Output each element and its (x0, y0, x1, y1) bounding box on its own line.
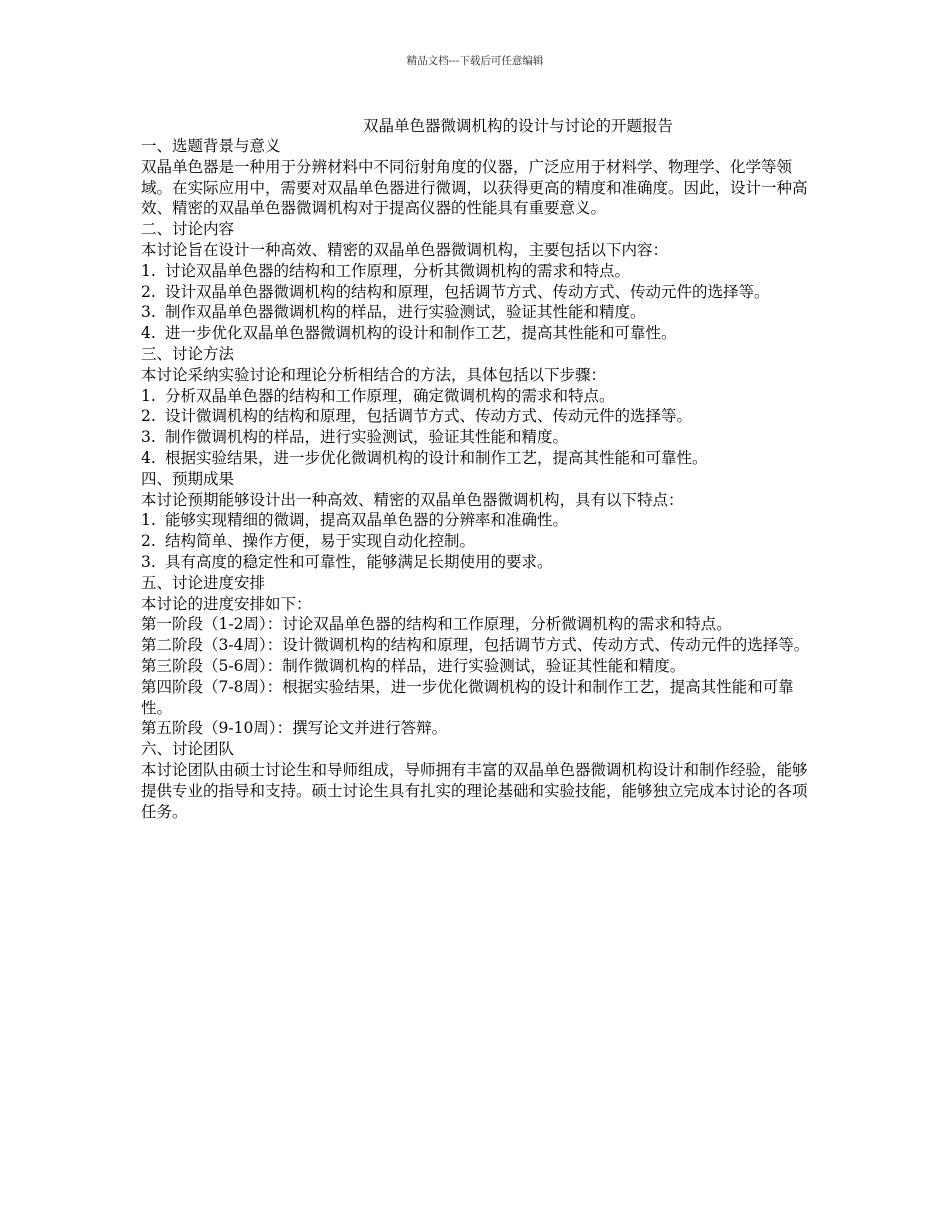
schedule-stage: 第二阶段（3-4周）：设计微调机构的结构和原理，包括调节方式、传动方式、传动元件的选择等。 (141, 636, 810, 655)
paragraph-team: 本讨论团队由硕士讨论生和导师组成，导师拥有丰富的双晶单色器微调机构设计和制作经验，能够提供专业的指导和支持。硕士讨论生具有扎实的理论基础和实验技能，能够独立完成本讨论的各项任务。 (141, 760, 808, 821)
list-item-text: 设计微调机构的结构和原理，包括调节方式、传动方式、传动元件的选择等。 (165, 407, 693, 426)
paragraph-schedule-intro: 本讨论的进度安排如下： (141, 594, 312, 613)
list-item-number: 1. (141, 386, 156, 405)
list-item-text: 具有高度的稳定性和可靠性，能够满足长期使用的要求。 (165, 552, 553, 571)
list-item-number: 1. (141, 511, 156, 530)
list-item (141, 261, 813, 282)
list-item-text: 设计双晶单色器微调机构的结构和原理，包括调节方式、传动方式、传动元件的选择等。 (165, 282, 770, 301)
paragraph-results-intro: 本讨论预期能够设计出一种高效、精密的双晶单色器微调机构，具有以下特点： (141, 490, 684, 509)
list-item-number: 2. (141, 407, 156, 426)
list-item-text: 讨论双晶单色器的结构和工作原理，分析其微调机构的需求和特点。 (165, 261, 631, 280)
list-item-number: 3. (141, 552, 156, 571)
list-item-number: 1. (141, 261, 156, 280)
schedule-stage: 第三阶段（5-6周）：制作微调机构的样品，进行实验测试，验证其性能和精度。 (141, 656, 686, 675)
section-heading-schedule: 五、讨论进度安排 (141, 573, 266, 592)
list-item (141, 323, 813, 344)
list-item-number: 2. (141, 532, 156, 551)
list-item-text: 制作双晶单色器微调机构的样品，进行实验测试，验证其性能和精度。 (165, 303, 646, 322)
page-header-note: 精品文档---下载后可任意编辑 (406, 55, 544, 67)
list-item (141, 406, 813, 427)
list-item-text: 能够实现精细的微调，提高双晶单色器的分辨率和准确性。 (165, 511, 569, 530)
section-heading-team: 六、讨论团队 (141, 740, 235, 759)
list-item-text: 进一步优化双晶单色器微调机构的设计和制作工艺，提高其性能和可靠性。 (165, 324, 677, 343)
list-item (141, 386, 813, 407)
paragraph-method-intro: 本讨论采纳实验讨论和理论分析相结合的方法，具体包括以下步骤： (141, 365, 607, 384)
list-item-text: 制作微调机构的样品，进行实验测试，验证其性能和精度。 (165, 428, 569, 447)
schedule-stage: 第五阶段（9-10周）：撰写论文并进行答辩。 (141, 719, 448, 738)
list-item-text: 根据实验结果，进一步优化微调机构的设计和制作工艺，提高其性能和可靠性。 (165, 448, 708, 467)
list-item-text: 结构简单、操作方便，易于实现自动化控制。 (165, 532, 476, 551)
list-item-number: 3. (141, 303, 156, 322)
section-heading-content: 二、讨论内容 (141, 220, 235, 239)
list-item-number: 3. (141, 428, 156, 447)
section-heading-results: 四、预期成果 (141, 469, 235, 488)
list-item (141, 427, 813, 448)
list-item (141, 302, 813, 323)
schedule-stage: 第四阶段（7-8周）：根据实验结果，进一步优化微调机构的设计和制作工艺，提高其性能和可靠性。 (141, 677, 794, 717)
paragraph-background: 双晶单色器是一种用于分辨材料中不同衍射角度的仪器，广泛应用于材料学、物理学、化学等领域。在实际应用中，需要对双晶单色器进行微调，以获得更高的精度和准确度。因此，设计一种高效、精密的双晶单色器微调机构对于提高仪器的性能具有重要意义。 (141, 157, 808, 218)
list-item (141, 552, 813, 573)
list-item (141, 531, 813, 552)
list-item-number: 2. (141, 282, 156, 301)
list-item-number: 4. (141, 448, 156, 467)
document-title: 双晶单色器微调机构的设计与讨论的开题报告 (363, 117, 674, 135)
document-body (141, 136, 813, 822)
schedule-stage: 第一阶段（1-2周）：讨论双晶单色器的结构和工作原理，分析微调机构的需求和特点。 (141, 615, 732, 634)
list-item (141, 510, 813, 531)
list-item-number: 4. (141, 324, 156, 343)
list-item-text: 分析双晶单色器的结构和工作原理，确定微调机构的需求和特点。 (165, 386, 615, 405)
section-heading-method: 三、讨论方法 (141, 344, 235, 363)
list-item (141, 448, 813, 469)
paragraph-content-intro: 本讨论旨在设计一种高效、精密的双晶单色器微调机构，主要包括以下内容： (141, 240, 669, 259)
section-heading-background: 一、选题背景与意义 (141, 137, 281, 155)
list-item (141, 282, 813, 303)
